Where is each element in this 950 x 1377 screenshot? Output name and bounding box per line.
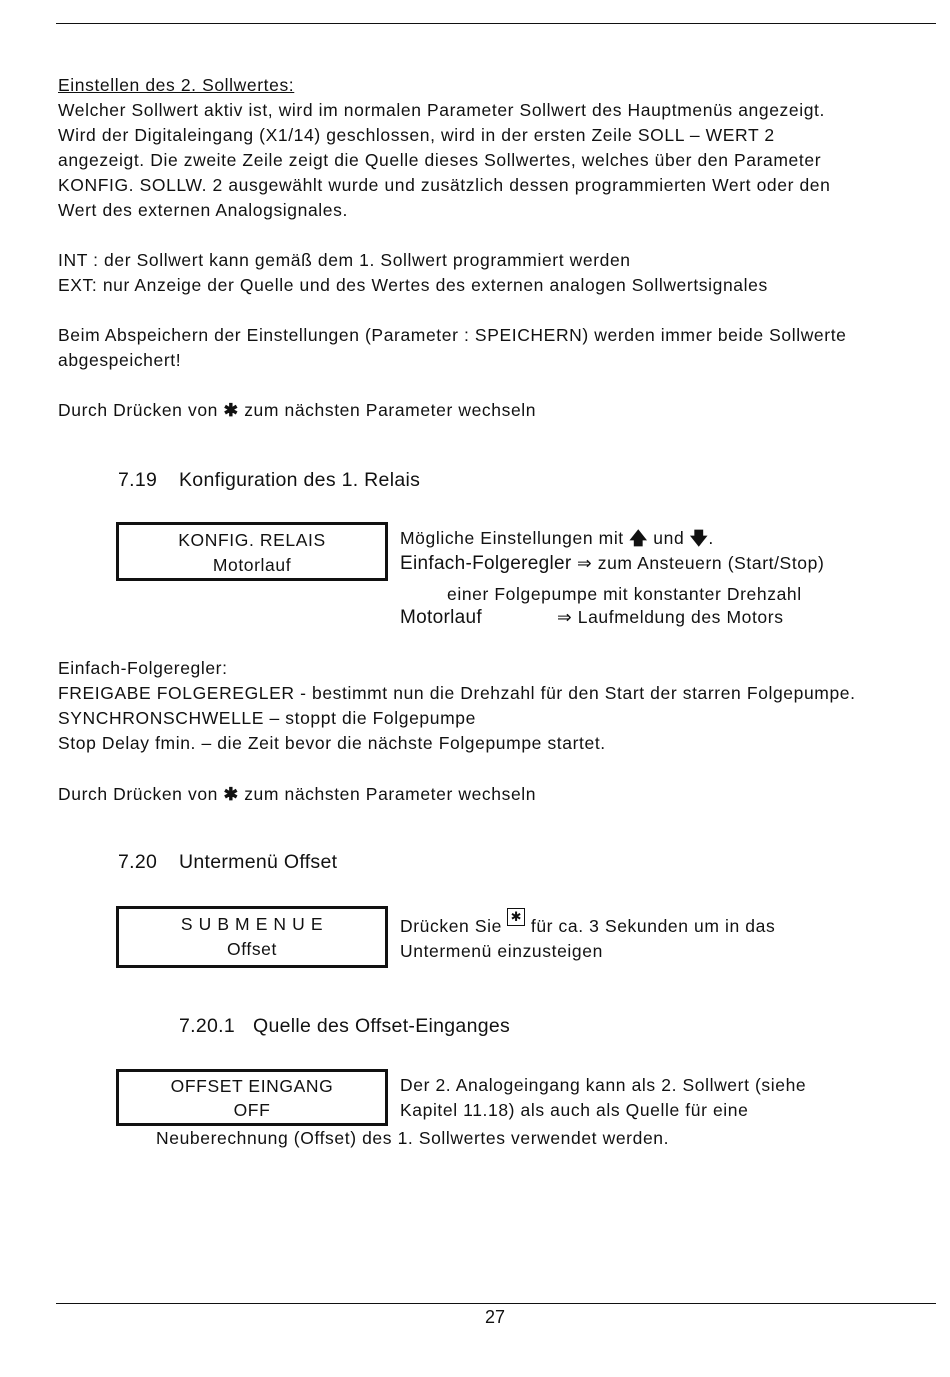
next-parameter-text-a: Durch Drücken von [58,400,218,420]
options-line [400,526,714,551]
intro-line: Welcher Sollwert aktiv ist, wird im normalen Parameter Sollwert des Hauptmenüs angezeigt. [58,100,825,120]
intro-line: angezeigt. Die zweite Zeile zeigt die Quelle dieses Sollwertes, welches über den Parameter [58,150,822,170]
asterisk-icon: ✱ [223,784,239,804]
notes-heading: Einfach-Folgeregler: [58,658,228,678]
section-7-19-number: 7.19 [118,469,158,491]
submenu-desc-line-2: Untermenü einzusteigen [400,941,603,961]
next-parameter-text-a: Durch Drücken von [58,784,218,804]
option-motorlauf-name: Motorlauf [400,607,482,628]
options-und: und [653,528,685,548]
display-offset-eingang [116,1069,388,1126]
submenu-desc-line-1 [400,909,776,939]
ext-line: EXT: nur Anzeige der Quelle und des Wertes des externen analogen Sollwertsignales [58,275,768,295]
asterisk-icon: ✱ [223,400,239,420]
page-number: 27 [484,1307,506,1327]
display-line-2: Motorlauf [212,555,292,575]
options-period: . [708,528,714,548]
arrow-up-icon: 🡅 [629,528,648,548]
bottom-rule [56,1303,936,1304]
display-line-1: S U B M E N U E [180,914,324,934]
int-line: INT : der Sollwert kann gemäß dem 1. Sollwert programmiert werden [58,250,631,270]
implies-icon: ⇒ [557,607,573,627]
arrow-down-icon: 🡇 [689,528,709,548]
option-desc: zum Ansteuern (Start/Stop) [597,553,825,573]
next-parameter-hint [58,398,536,423]
save-line: abgespeichert! [58,350,182,370]
section-7-20-1-number: 7.20.1 [179,1015,236,1037]
display-line-1: OFFSET EINGANG [170,1076,334,1096]
option-name: Einfach-Folgeregler [400,553,572,574]
display-line-2: Offset [227,939,277,959]
intro-line: KONFIG. SOLLW. 2 ausgewählt wurde und zusätzlich dessen programmierten Wert oder den [58,175,831,195]
asterisk-key-icon: ✱ [507,908,525,926]
intro-line: Wert des externen Analogsignales. [58,200,348,220]
next-parameter-text-b: zum nächsten Parameter wechseln [244,784,537,804]
option-einfach-folgeregler-desc2: einer Folgepumpe mit konstanter Drehzahl [447,584,802,604]
display-line-1: KONFIG. RELAIS [178,530,326,550]
note-line: SYNCHRONSCHWELLE – stoppt die Folgepumpe [58,708,476,728]
option-einfach-folgeregler [400,551,824,576]
note-line: FREIGABE FOLGEREGLER - bestimmt nun die Drehzahl für den Start der starren Folgepumpe. [58,683,856,703]
section-7-20-title: Untermenü Offset [179,851,338,873]
note-line: Stop Delay fmin. – die Zeit bevor die nächste Folgepumpe startet. [58,733,606,753]
display-line-2: OFF [233,1100,271,1120]
intro-heading: Einstellen des 2. Sollwertes: [58,75,295,95]
section-7-20-1-title: Quelle des Offset-Einganges [253,1015,511,1037]
options-text: Mögliche Einstellungen mit [400,528,624,548]
submenu-desc-b: für ca. 3 Sekunden um in das [530,916,776,936]
option-desc: Laufmeldung des Motors [577,607,784,627]
section-7-19-title: Konfiguration des 1. Relais [179,469,421,491]
display-submenue-offset [116,906,388,968]
offset-desc-tail: Neuberechnung (Offset) des 1. Sollwertes verwendet werden. [156,1128,670,1148]
intro-line: Wird der Digitaleingang (X1/14) geschlossen, wird in der ersten Zeile SOLL – WERT 2 [58,125,775,145]
offset-desc-line: Der 2. Analogeingang kann als 2. Sollwert (siehe [400,1075,807,1095]
option-motorlauf-desc [557,605,784,630]
implies-icon: ⇒ [576,553,593,573]
section-7-20-number: 7.20 [118,851,158,873]
save-line: Beim Abspeichern der Einstellungen (Parameter : SPEICHERN) werden immer beide Sollwerte [58,325,847,345]
display-konfig-relais [116,522,388,581]
next-parameter-hint [58,782,536,807]
submenu-desc-a: Drücken Sie [400,916,502,936]
offset-desc-line: Kapitel 11.18) als auch als Quelle für eine [400,1100,749,1120]
next-parameter-text-b: zum nächsten Parameter wechseln [244,400,537,420]
top-rule [56,23,936,24]
